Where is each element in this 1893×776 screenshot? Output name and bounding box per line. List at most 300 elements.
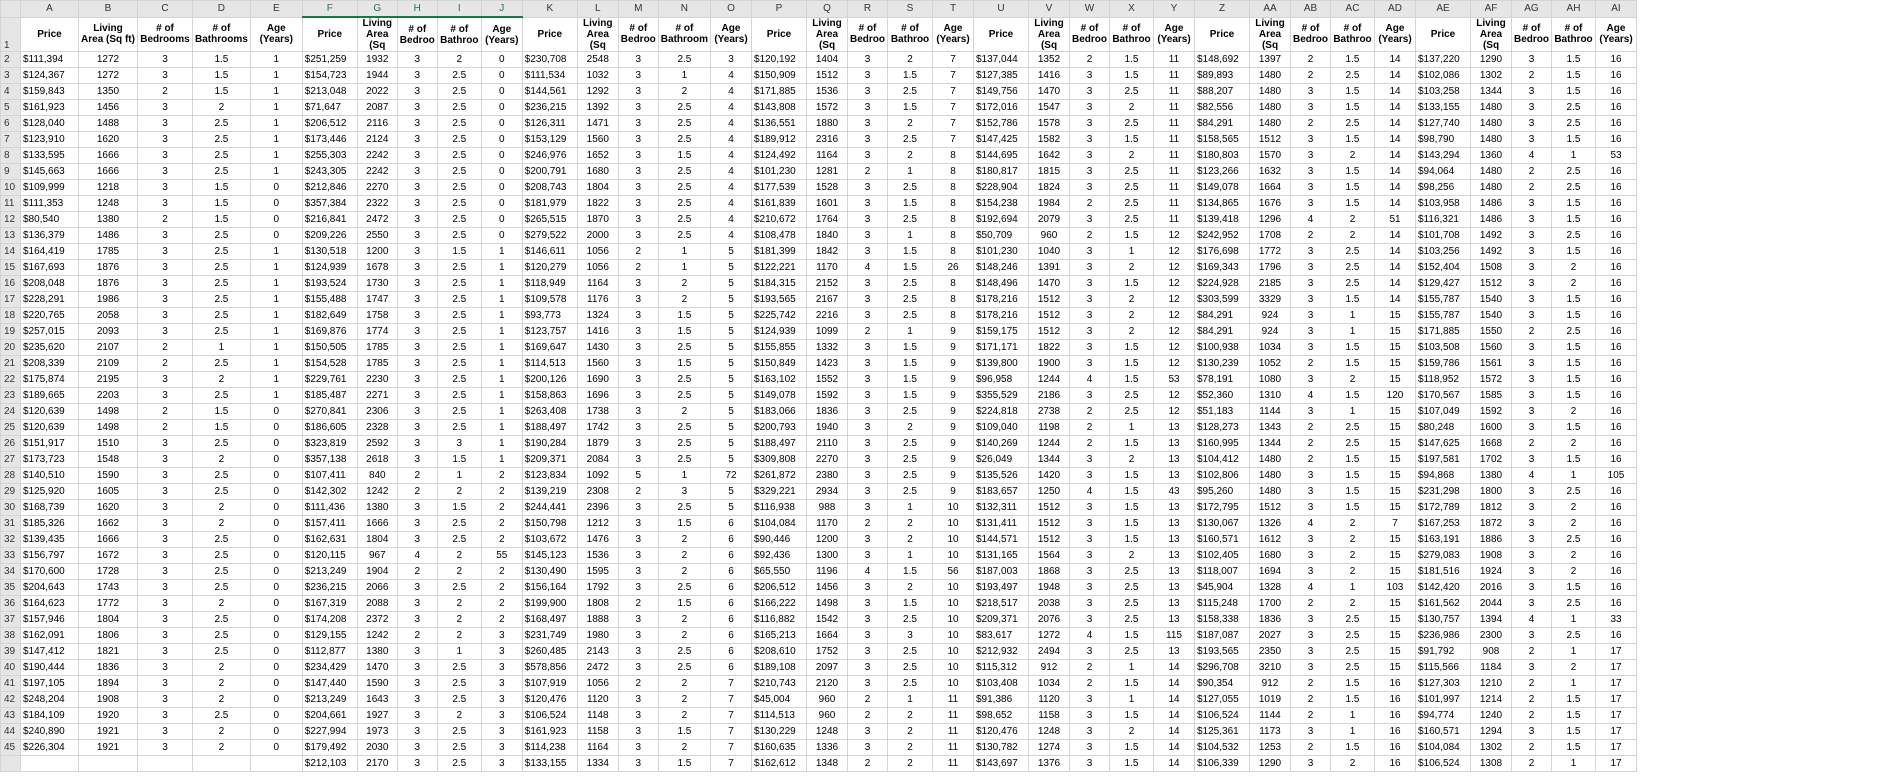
- table-cell[interactable]: 2: [1291, 676, 1331, 692]
- table-cell[interactable]: 16: [1596, 564, 1637, 580]
- table-cell[interactable]: 1420: [1029, 468, 1070, 484]
- table-cell[interactable]: $213,048: [302, 84, 357, 100]
- table-cell[interactable]: $183,066: [752, 404, 807, 420]
- table-cell[interactable]: $216,841: [302, 212, 357, 228]
- table-cell[interactable]: 14: [1154, 724, 1195, 740]
- table-cell[interactable]: 4: [1512, 148, 1552, 164]
- table-cell[interactable]: 1292: [577, 84, 618, 100]
- table-cell[interactable]: 2.5: [888, 468, 933, 484]
- row-number[interactable]: 26: [1, 436, 21, 452]
- table-cell[interactable]: $84,291: [1195, 308, 1250, 324]
- table-cell[interactable]: 2.5: [437, 580, 481, 596]
- table-cell[interactable]: 0: [250, 596, 302, 612]
- table-cell[interactable]: $98,256: [1416, 180, 1471, 196]
- table-cell[interactable]: 2: [658, 708, 710, 724]
- table-cell[interactable]: $125,361: [1195, 724, 1250, 740]
- table-cell[interactable]: 16: [1596, 292, 1637, 308]
- table-cell[interactable]: $131,411: [974, 516, 1029, 532]
- table-cell[interactable]: 2: [193, 372, 251, 388]
- table-cell[interactable]: 1056: [577, 260, 618, 276]
- table-cell[interactable]: 1148: [577, 708, 618, 724]
- table-cell[interactable]: 1240: [1471, 708, 1512, 724]
- table-cell[interactable]: 8: [933, 212, 974, 228]
- table-cell[interactable]: 1430: [577, 340, 618, 356]
- table-cell[interactable]: 1: [193, 340, 251, 356]
- table-cell[interactable]: 1804: [357, 532, 397, 548]
- table-cell[interactable]: $261,872: [752, 468, 807, 484]
- table-cell[interactable]: 3: [138, 740, 193, 756]
- table-cell[interactable]: 2.5: [193, 276, 251, 292]
- table-cell[interactable]: 2.5: [193, 324, 251, 340]
- table-cell[interactable]: 3: [1291, 148, 1331, 164]
- header-cell[interactable]: # of Bedroo: [848, 17, 888, 52]
- table-cell[interactable]: 1: [250, 52, 302, 68]
- table-cell[interactable]: 2: [1291, 420, 1331, 436]
- table-cell[interactable]: 2.5: [888, 484, 933, 500]
- table-cell[interactable]: $131,165: [974, 548, 1029, 564]
- table-cell[interactable]: 1492: [1471, 244, 1512, 260]
- table-cell[interactable]: $122,221: [752, 260, 807, 276]
- table-cell[interactable]: 14: [1375, 84, 1416, 100]
- table-cell[interactable]: 1.5: [437, 452, 481, 468]
- column-header[interactable]: AG: [1512, 1, 1552, 18]
- table-cell[interactable]: 1944: [357, 68, 397, 84]
- table-cell[interactable]: 3: [618, 500, 658, 516]
- table-cell[interactable]: 2.5: [658, 420, 710, 436]
- header-cell[interactable]: Age (Years): [481, 17, 522, 52]
- table-cell[interactable]: 3: [138, 276, 193, 292]
- table-cell[interactable]: 1480: [1250, 116, 1291, 132]
- row-number[interactable]: 29: [1, 484, 21, 500]
- table-cell[interactable]: 3: [1512, 420, 1552, 436]
- table-cell[interactable]: 2.5: [1110, 180, 1154, 196]
- table-cell[interactable]: 924: [1250, 308, 1291, 324]
- table-cell[interactable]: 1702: [1471, 452, 1512, 468]
- table-cell[interactable]: 1808: [577, 596, 618, 612]
- table-cell[interactable]: 3: [1512, 452, 1552, 468]
- table-cell[interactable]: 55: [481, 548, 522, 564]
- table-cell[interactable]: 1927: [357, 708, 397, 724]
- table-cell[interactable]: 3: [848, 644, 888, 660]
- table-cell[interactable]: 3: [848, 196, 888, 212]
- table-cell[interactable]: $83,617: [974, 628, 1029, 644]
- table-cell[interactable]: 10: [933, 548, 974, 564]
- table-cell[interactable]: 1880: [807, 116, 848, 132]
- table-cell[interactable]: $82,556: [1195, 100, 1250, 116]
- row-number[interactable]: 7: [1, 132, 21, 148]
- table-cell[interactable]: 3: [138, 116, 193, 132]
- table-cell[interactable]: $177,539: [752, 180, 807, 196]
- table-cell[interactable]: 1824: [1029, 180, 1070, 196]
- table-cell[interactable]: $169,876: [302, 324, 357, 340]
- table-cell[interactable]: 1842: [807, 244, 848, 260]
- column-header[interactable]: G: [357, 1, 397, 18]
- table-cell[interactable]: 1244: [1029, 372, 1070, 388]
- table-cell[interactable]: 2.5: [888, 676, 933, 692]
- table-cell[interactable]: 1.5: [1110, 676, 1154, 692]
- table-cell[interactable]: $228,904: [974, 180, 1029, 196]
- table-cell[interactable]: 1921: [79, 724, 138, 740]
- table-cell[interactable]: 2: [193, 452, 251, 468]
- table-cell[interactable]: 3: [481, 724, 522, 740]
- table-cell[interactable]: 2.5: [1552, 628, 1596, 644]
- table-cell[interactable]: 1.5: [193, 420, 251, 436]
- table-cell[interactable]: 13: [1154, 516, 1195, 532]
- table-cell[interactable]: $173,446: [302, 132, 357, 148]
- table-cell[interactable]: 0: [481, 196, 522, 212]
- table-cell[interactable]: 3: [481, 676, 522, 692]
- table-cell[interactable]: 10: [933, 596, 974, 612]
- table-cell[interactable]: 12: [1154, 340, 1195, 356]
- table-cell[interactable]: 3: [138, 724, 193, 740]
- table-cell[interactable]: 6: [711, 628, 752, 644]
- table-cell[interactable]: 1676: [1250, 196, 1291, 212]
- table-cell[interactable]: 1940: [807, 420, 848, 436]
- table-cell[interactable]: $129,427: [1416, 276, 1471, 292]
- table-cell[interactable]: 3: [618, 148, 658, 164]
- table-cell[interactable]: 2.5: [658, 372, 710, 388]
- table-cell[interactable]: 3: [618, 308, 658, 324]
- table-cell[interactable]: 2.5: [437, 132, 481, 148]
- table-cell[interactable]: $65,550: [752, 564, 807, 580]
- table-cell[interactable]: 3: [1291, 404, 1331, 420]
- table-cell[interactable]: 2.5: [437, 292, 481, 308]
- table-cell[interactable]: 14: [1375, 180, 1416, 196]
- table-cell[interactable]: $162,631: [302, 532, 357, 548]
- table-cell[interactable]: 11: [1154, 84, 1195, 100]
- table-cell[interactable]: 1904: [357, 564, 397, 580]
- table-cell[interactable]: 7: [711, 740, 752, 756]
- table-cell[interactable]: $118,007: [1195, 564, 1250, 580]
- table-cell[interactable]: 0: [481, 52, 522, 68]
- table-cell[interactable]: $142,302: [302, 484, 357, 500]
- table-cell[interactable]: [138, 756, 193, 772]
- table-cell[interactable]: 2: [1070, 676, 1110, 692]
- table-cell[interactable]: 1708: [1250, 228, 1291, 244]
- table-cell[interactable]: 3: [848, 452, 888, 468]
- table-cell[interactable]: 2: [481, 612, 522, 628]
- table-cell[interactable]: $71,647: [302, 100, 357, 116]
- table-cell[interactable]: 2: [848, 324, 888, 340]
- table-cell[interactable]: 13: [1154, 596, 1195, 612]
- table-cell[interactable]: $52,360: [1195, 388, 1250, 404]
- table-cell[interactable]: $103,408: [974, 676, 1029, 692]
- table-cell[interactable]: 3: [397, 596, 437, 612]
- table-cell[interactable]: 6: [711, 516, 752, 532]
- table-cell[interactable]: 12: [1154, 356, 1195, 372]
- table-cell[interactable]: 2: [1512, 692, 1552, 708]
- table-cell[interactable]: 3: [397, 580, 437, 596]
- table-cell[interactable]: 3: [618, 52, 658, 68]
- table-cell[interactable]: 2: [481, 564, 522, 580]
- table-cell[interactable]: 3: [848, 356, 888, 372]
- table-cell[interactable]: $128,040: [21, 116, 79, 132]
- table-cell[interactable]: $135,526: [974, 468, 1029, 484]
- table-cell[interactable]: $123,910: [21, 132, 79, 148]
- row-number[interactable]: 36: [1, 596, 21, 612]
- table-cell[interactable]: 3: [1070, 532, 1110, 548]
- table-cell[interactable]: 16: [1375, 676, 1416, 692]
- table-cell[interactable]: $111,394: [21, 52, 79, 68]
- table-cell[interactable]: 2.5: [1552, 228, 1596, 244]
- table-cell[interactable]: 3: [481, 708, 522, 724]
- table-cell[interactable]: [79, 756, 138, 772]
- table-cell[interactable]: 5: [711, 244, 752, 260]
- table-cell[interactable]: 11: [1154, 196, 1195, 212]
- table-cell[interactable]: 2: [1512, 164, 1552, 180]
- table-cell[interactable]: 3: [397, 260, 437, 276]
- table-cell[interactable]: 3: [138, 244, 193, 260]
- table-cell[interactable]: $100,938: [1195, 340, 1250, 356]
- table-cell[interactable]: $231,749: [522, 628, 577, 644]
- row-number[interactable]: [1, 756, 21, 772]
- table-cell[interactable]: 2.5: [1552, 164, 1596, 180]
- row-number[interactable]: 34: [1, 564, 21, 580]
- table-cell[interactable]: 7: [711, 708, 752, 724]
- table-cell[interactable]: $193,497: [974, 580, 1029, 596]
- table-cell[interactable]: 1099: [807, 324, 848, 340]
- table-cell[interactable]: 9: [933, 388, 974, 404]
- table-cell[interactable]: 5: [711, 420, 752, 436]
- table-cell[interactable]: 1: [250, 100, 302, 116]
- table-cell[interactable]: $167,693: [21, 260, 79, 276]
- table-cell[interactable]: 4: [1512, 612, 1552, 628]
- table-cell[interactable]: 1973: [357, 724, 397, 740]
- table-cell[interactable]: 7: [933, 132, 974, 148]
- table-cell[interactable]: 12: [1154, 244, 1195, 260]
- table-cell[interactable]: 16: [1596, 68, 1637, 84]
- table-cell[interactable]: 2: [138, 404, 193, 420]
- table-cell[interactable]: 3: [397, 388, 437, 404]
- table-cell[interactable]: $200,126: [522, 372, 577, 388]
- table-cell[interactable]: $160,571: [1416, 724, 1471, 740]
- table-cell[interactable]: 16: [1596, 388, 1637, 404]
- table-cell[interactable]: 3: [848, 148, 888, 164]
- table-cell[interactable]: 2: [1110, 260, 1154, 276]
- table-cell[interactable]: 1572: [807, 100, 848, 116]
- table-cell[interactable]: 2120: [807, 676, 848, 692]
- table-cell[interactable]: 15: [1375, 356, 1416, 372]
- table-cell[interactable]: 1600: [1471, 420, 1512, 436]
- table-cell[interactable]: 1920: [79, 708, 138, 724]
- table-cell[interactable]: 16: [1596, 484, 1637, 500]
- table-cell[interactable]: 1498: [807, 596, 848, 612]
- row-number[interactable]: 24: [1, 404, 21, 420]
- table-cell[interactable]: 14: [1154, 660, 1195, 676]
- row-number[interactable]: 8: [1, 148, 21, 164]
- table-cell[interactable]: 1: [481, 420, 522, 436]
- table-cell[interactable]: 3: [1291, 660, 1331, 676]
- table-cell[interactable]: 1536: [577, 548, 618, 564]
- table-cell[interactable]: $236,215: [522, 100, 577, 116]
- table-cell[interactable]: 4: [1291, 212, 1331, 228]
- table-cell[interactable]: $143,697: [974, 756, 1029, 772]
- table-cell[interactable]: $90,354: [1195, 676, 1250, 692]
- table-cell[interactable]: 12: [1154, 228, 1195, 244]
- table-cell[interactable]: 2494: [1029, 644, 1070, 660]
- table-cell[interactable]: 16: [1596, 420, 1637, 436]
- table-cell[interactable]: 2: [481, 500, 522, 516]
- table-cell[interactable]: 1796: [1250, 260, 1291, 276]
- table-cell[interactable]: 16: [1596, 324, 1637, 340]
- table-cell[interactable]: 1.5: [888, 68, 933, 84]
- table-cell[interactable]: 1: [250, 388, 302, 404]
- table-cell[interactable]: 8: [933, 276, 974, 292]
- table-cell[interactable]: 2: [1070, 228, 1110, 244]
- table-cell[interactable]: 3: [397, 228, 437, 244]
- table-cell[interactable]: 1: [1552, 148, 1596, 164]
- table-cell[interactable]: 3: [1291, 84, 1331, 100]
- table-cell[interactable]: 908: [1471, 644, 1512, 660]
- table-cell[interactable]: 1.5: [888, 244, 933, 260]
- table-cell[interactable]: 3: [848, 388, 888, 404]
- table-cell[interactable]: 14: [1375, 68, 1416, 84]
- table-cell[interactable]: 2: [193, 724, 251, 740]
- table-cell[interactable]: 17: [1596, 708, 1637, 724]
- table-cell[interactable]: $124,492: [752, 148, 807, 164]
- table-cell[interactable]: 11: [1154, 148, 1195, 164]
- table-cell[interactable]: 1512: [1250, 500, 1291, 516]
- table-cell[interactable]: 1486: [79, 228, 138, 244]
- table-cell[interactable]: 2.5: [437, 180, 481, 196]
- table-cell[interactable]: 2: [397, 468, 437, 484]
- table-cell[interactable]: 3: [1291, 500, 1331, 516]
- table-cell[interactable]: 1: [888, 164, 933, 180]
- table-cell[interactable]: $124,939: [752, 324, 807, 340]
- table-cell[interactable]: 1170: [807, 516, 848, 532]
- table-cell[interactable]: $152,786: [974, 116, 1029, 132]
- table-cell[interactable]: 2: [888, 708, 933, 724]
- table-cell[interactable]: $150,798: [522, 516, 577, 532]
- column-header[interactable]: O: [711, 1, 752, 18]
- table-cell[interactable]: 3: [1291, 100, 1331, 116]
- table-cell[interactable]: 1.5: [193, 212, 251, 228]
- table-cell[interactable]: $158,338: [1195, 612, 1250, 628]
- table-cell[interactable]: 1.5: [1552, 692, 1596, 708]
- table-cell[interactable]: $101,230: [752, 164, 807, 180]
- table-cell[interactable]: 3: [848, 500, 888, 516]
- table-cell[interactable]: 3: [397, 68, 437, 84]
- table-cell[interactable]: $140,510: [21, 468, 79, 484]
- table-cell[interactable]: 1605: [79, 484, 138, 500]
- table-cell[interactable]: 1728: [79, 564, 138, 580]
- table-cell[interactable]: 1253: [1250, 740, 1291, 756]
- table-cell[interactable]: 2.5: [888, 612, 933, 628]
- table-cell[interactable]: 3: [1512, 100, 1552, 116]
- table-cell[interactable]: 1872: [1471, 516, 1512, 532]
- table-cell[interactable]: 1590: [357, 676, 397, 692]
- table-cell[interactable]: 3: [138, 292, 193, 308]
- table-cell[interactable]: $158,565: [1195, 132, 1250, 148]
- table-cell[interactable]: 1040: [1029, 244, 1070, 260]
- table-cell[interactable]: 3: [1070, 308, 1110, 324]
- table-cell[interactable]: 2: [888, 148, 933, 164]
- table-cell[interactable]: 1.5: [1331, 484, 1375, 500]
- table-cell[interactable]: $51,183: [1195, 404, 1250, 420]
- table-cell[interactable]: $210,672: [752, 212, 807, 228]
- table-cell[interactable]: 1120: [577, 692, 618, 708]
- table-cell[interactable]: $186,605: [302, 420, 357, 436]
- table-cell[interactable]: $161,839: [752, 196, 807, 212]
- table-cell[interactable]: 960: [1029, 228, 1070, 244]
- table-cell[interactable]: 1908: [1471, 548, 1512, 564]
- table-cell[interactable]: 1836: [807, 404, 848, 420]
- table-cell[interactable]: 3: [658, 484, 710, 500]
- table-cell[interactable]: $130,518: [302, 244, 357, 260]
- table-cell[interactable]: [250, 756, 302, 772]
- table-cell[interactable]: 2: [138, 84, 193, 100]
- table-cell[interactable]: 1758: [357, 308, 397, 324]
- table-cell[interactable]: 3: [1512, 388, 1552, 404]
- table-cell[interactable]: 2: [193, 596, 251, 612]
- table-cell[interactable]: 1250: [1029, 484, 1070, 500]
- table-cell[interactable]: 3: [138, 660, 193, 676]
- table-cell[interactable]: $242,952: [1195, 228, 1250, 244]
- table-cell[interactable]: 2.5: [437, 164, 481, 180]
- table-cell[interactable]: 2738: [1029, 404, 1070, 420]
- table-cell[interactable]: 2066: [357, 580, 397, 596]
- table-cell[interactable]: 3: [397, 644, 437, 660]
- table-cell[interactable]: 3: [848, 468, 888, 484]
- table-cell[interactable]: $208,339: [21, 356, 79, 372]
- table-cell[interactable]: $136,551: [752, 116, 807, 132]
- table-cell[interactable]: 3: [1070, 100, 1110, 116]
- header-cell[interactable]: # of Bathroo: [1110, 17, 1154, 52]
- table-cell[interactable]: 2.5: [437, 308, 481, 324]
- table-cell[interactable]: 1812: [1471, 500, 1512, 516]
- table-cell[interactable]: 3: [618, 692, 658, 708]
- table-cell[interactable]: 1.5: [1110, 340, 1154, 356]
- table-cell[interactable]: 14: [1375, 244, 1416, 260]
- table-cell[interactable]: 2: [658, 276, 710, 292]
- row-number[interactable]: 27: [1, 452, 21, 468]
- table-cell[interactable]: 3: [1512, 372, 1552, 388]
- table-cell[interactable]: 7: [711, 676, 752, 692]
- table-cell[interactable]: $133,155: [1416, 100, 1471, 116]
- table-cell[interactable]: 3: [618, 724, 658, 740]
- table-cell[interactable]: 2: [193, 692, 251, 708]
- table-cell[interactable]: 1561: [1471, 356, 1512, 372]
- table-cell[interactable]: 0: [250, 628, 302, 644]
- table-cell[interactable]: 0: [250, 724, 302, 740]
- table-cell[interactable]: 3: [1070, 212, 1110, 228]
- table-cell[interactable]: $240,890: [21, 724, 79, 740]
- column-header[interactable]: AC: [1331, 1, 1375, 18]
- table-cell[interactable]: 3210: [1250, 660, 1291, 676]
- table-cell[interactable]: $181,399: [752, 244, 807, 260]
- table-cell[interactable]: 1480: [1250, 484, 1291, 500]
- table-cell[interactable]: 2.5: [658, 436, 710, 452]
- row-number[interactable]: 22: [1, 372, 21, 388]
- table-cell[interactable]: 15: [1375, 612, 1416, 628]
- table-cell[interactable]: 3: [1512, 132, 1552, 148]
- table-cell[interactable]: 2079: [1029, 212, 1070, 228]
- table-cell[interactable]: 1.5: [1331, 180, 1375, 196]
- header-cell[interactable]: Living Area (Sq: [1250, 17, 1291, 52]
- table-cell[interactable]: 3: [848, 228, 888, 244]
- table-cell[interactable]: 3: [1070, 516, 1110, 532]
- table-cell[interactable]: $161,923: [522, 724, 577, 740]
- table-cell[interactable]: 12: [1154, 308, 1195, 324]
- row-number[interactable]: 35: [1, 580, 21, 596]
- table-cell[interactable]: 2: [1552, 260, 1596, 276]
- table-cell[interactable]: 3: [1512, 532, 1552, 548]
- table-cell[interactable]: 8: [933, 228, 974, 244]
- table-cell[interactable]: 3: [848, 68, 888, 84]
- table-cell[interactable]: 10: [933, 628, 974, 644]
- table-cell[interactable]: 14: [1375, 116, 1416, 132]
- table-cell[interactable]: 1652: [577, 148, 618, 164]
